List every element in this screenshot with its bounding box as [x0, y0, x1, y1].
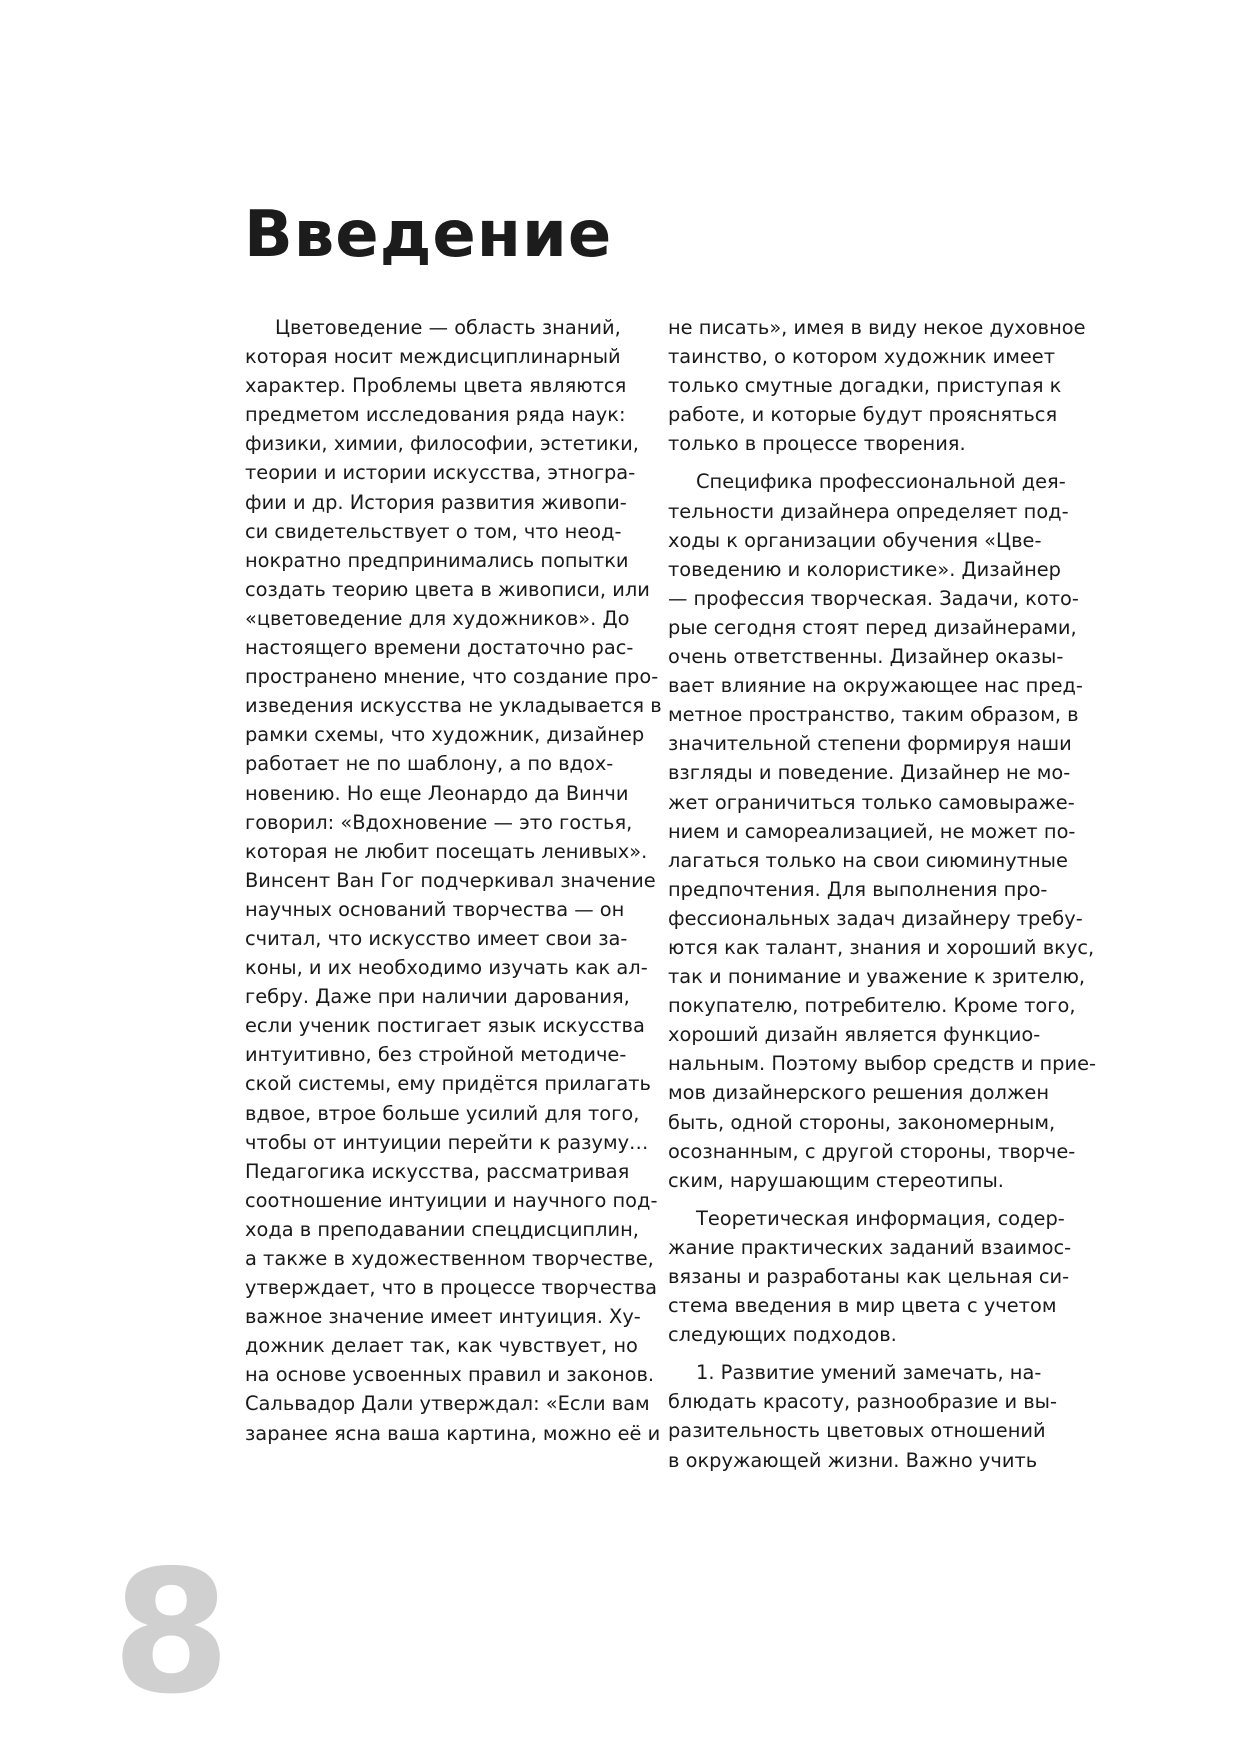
text-line: заранее ясна ваша картина, можно её и	[245, 1421, 661, 1445]
text-line: лагаться только на свои сиюминутные	[668, 848, 1068, 872]
text-line: таинство, о котором художник имеет	[668, 345, 1055, 369]
text-column-right	[668, 313, 1097, 1475]
text-line: взгляды и поведение. Дизайнер не мо-	[668, 761, 1071, 785]
text-line: нием и самореализацией, не может по-	[668, 819, 1076, 843]
text-line: хороший дизайн является функцио-	[668, 1023, 1041, 1047]
text-line: теории и истории искусства, этногра-	[245, 461, 636, 485]
text-line: осознанным, с другой стороны, творче-	[668, 1139, 1076, 1163]
page-title: Введение	[244, 198, 613, 272]
text-line: новению. Но еще Леонардо да Винчи	[245, 781, 629, 805]
paragraph	[668, 313, 1086, 458]
text-line: Педагогика искусства, рассматривая	[245, 1159, 630, 1183]
text-line: в окружающей жизни. Важно учить	[668, 1448, 1038, 1472]
paragraph-gap	[668, 1195, 1036, 1204]
text-line: — профессия творческая. Задачи, кото-	[668, 586, 1079, 610]
text-line: 1. Развитие умений замечать, на-	[696, 1361, 1042, 1385]
text-line: ской системы, ему придётся прилагать	[245, 1072, 651, 1096]
text-line: фии и др. История развития живопи-	[245, 490, 627, 514]
text-line: вает влияние на окружающее нас пред-	[668, 674, 1083, 698]
text-line: которая носит междисциплинарный	[245, 345, 621, 369]
text-line: изведения искусства не укладывается в	[245, 694, 662, 718]
text-line: чтобы от интуиции перейти к разуму…	[245, 1130, 649, 1154]
text-line: тельности дизайнера определяет под-	[668, 499, 1069, 523]
page-number: 8	[112, 1534, 231, 1732]
text-line: си свидетельствует о том, что неод-	[245, 519, 622, 543]
text-line: которая не любит посещать ленивых».	[245, 839, 648, 863]
text-line: соотношение интуиции и научного под-	[245, 1188, 658, 1212]
text-line: настоящего времени достаточно рас-	[245, 636, 634, 660]
text-line: ются как талант, знания и хороший вкус,	[668, 935, 1095, 959]
text-line: если ученик постигает язык искусства	[245, 1014, 645, 1038]
text-line: товедению и колористике». Дизайнер	[668, 557, 1061, 581]
text-line: значительной степени формируя наши	[668, 732, 1072, 756]
text-line: важное значение имеет интуиция. Ху-	[245, 1305, 641, 1329]
text-line: покупателю, потребителю. Кроме того,	[668, 994, 1076, 1018]
paragraph-gap	[668, 1349, 1036, 1358]
text-line: вдвое, втрое больше усилий для того,	[245, 1101, 640, 1125]
text-line: жет ограничиться только самовыраже-	[668, 790, 1075, 814]
text-line: считал, что искусство имеет свои за-	[245, 926, 628, 950]
text-line: стема введения в мир цвета с учетом	[668, 1294, 1057, 1318]
paragraph	[668, 1204, 1072, 1349]
text-line: вязаны и разработаны как цельная си-	[668, 1265, 1070, 1288]
paragraph-gap	[668, 458, 1036, 467]
text-line: работе, и которые будут проясняться	[668, 403, 1058, 427]
text-line: следующих подходов.	[668, 1323, 897, 1347]
text-column-left	[245, 313, 662, 1448]
text-line: предпочтения. Для выполнения про-	[668, 877, 1048, 901]
text-line: Винсент Ван Гог подчеркивал значение	[245, 868, 656, 892]
text-line: Специфика профессиональной дея-	[696, 470, 1066, 494]
text-line: разительность цветовых отношений	[668, 1419, 1046, 1443]
text-line: характер. Проблемы цвета являются	[245, 374, 627, 398]
text-line: гебру. Даже при наличии дарования,	[245, 985, 630, 1009]
text-line: ходы к организации обучения «Цве-	[668, 528, 1042, 552]
text-line: а также в художественном творчестве,	[245, 1247, 654, 1270]
text-line: рамки схемы, что художник, дизайнер	[245, 723, 645, 747]
text-line: интуитивно, без стройной методиче-	[245, 1043, 627, 1067]
text-line: Цветоведение — область знаний,	[275, 316, 621, 339]
text-line: работает не по шаблону, а по вдох-	[245, 752, 614, 776]
text-line: так и понимание и уважение к зрителю,	[668, 965, 1086, 989]
text-line: коны, и их необходимо изучать как ал-	[245, 956, 648, 980]
text-line: Теоретическая информация, содер-	[696, 1206, 1065, 1230]
paragraph	[668, 467, 1097, 1194]
text-line: научных оснований творчества — он	[245, 897, 625, 921]
text-line: не писать», имея в виду некое духовное	[668, 316, 1086, 339]
text-line: ским, нарушающим стереотипы.	[668, 1168, 1004, 1192]
text-line: предметом исследования ряда наук:	[245, 403, 626, 427]
text-line: физики, химии, философии, эстетики,	[245, 432, 639, 456]
text-line: «цветоведение для художников». До	[245, 606, 630, 630]
text-line: рые сегодня стоят перед дизайнерами,	[668, 615, 1077, 639]
text-line: нократно предпринимались попытки	[245, 548, 629, 572]
text-line: только смутные догадки, приступая к	[668, 374, 1062, 398]
text-line: очень ответственны. Дизайнер оказы-	[668, 645, 1064, 669]
text-line: на основе усвоенных правил и законов.	[245, 1363, 655, 1387]
text-line: дожник делает так, как чувствует, но	[245, 1334, 638, 1358]
text-line: блюдать красоту, разнообразие и вы-	[668, 1390, 1057, 1414]
text-line: только в процессе творения.	[668, 432, 966, 456]
text-line: пространено мнение, что создание про-	[245, 665, 659, 689]
text-line: Сальвадор Дали утверждал: «Если вам	[245, 1392, 650, 1416]
text-line: нальным. Поэтому выбор средств и прие-	[668, 1052, 1097, 1076]
text-line: говорил: «Вдохновение — это гостья,	[245, 810, 633, 834]
text-line: метное пространство, таким образом, в	[668, 703, 1079, 727]
text-line: создать теорию цвета в живописи, или	[245, 577, 650, 601]
text-line: фессиональных задач дизайнеру требу-	[668, 906, 1083, 930]
text-line: хода в преподавании спецдисциплин,	[245, 1217, 639, 1241]
text-line: утверждает, что в процессе творчества	[245, 1276, 658, 1300]
text-line: мов дизайнерского решения должен	[668, 1081, 1050, 1105]
paragraph	[668, 1358, 1057, 1474]
text-line: жание практических заданий взаимос-	[668, 1235, 1072, 1259]
text-line: быть, одной стороны, закономерным,	[668, 1110, 1056, 1134]
